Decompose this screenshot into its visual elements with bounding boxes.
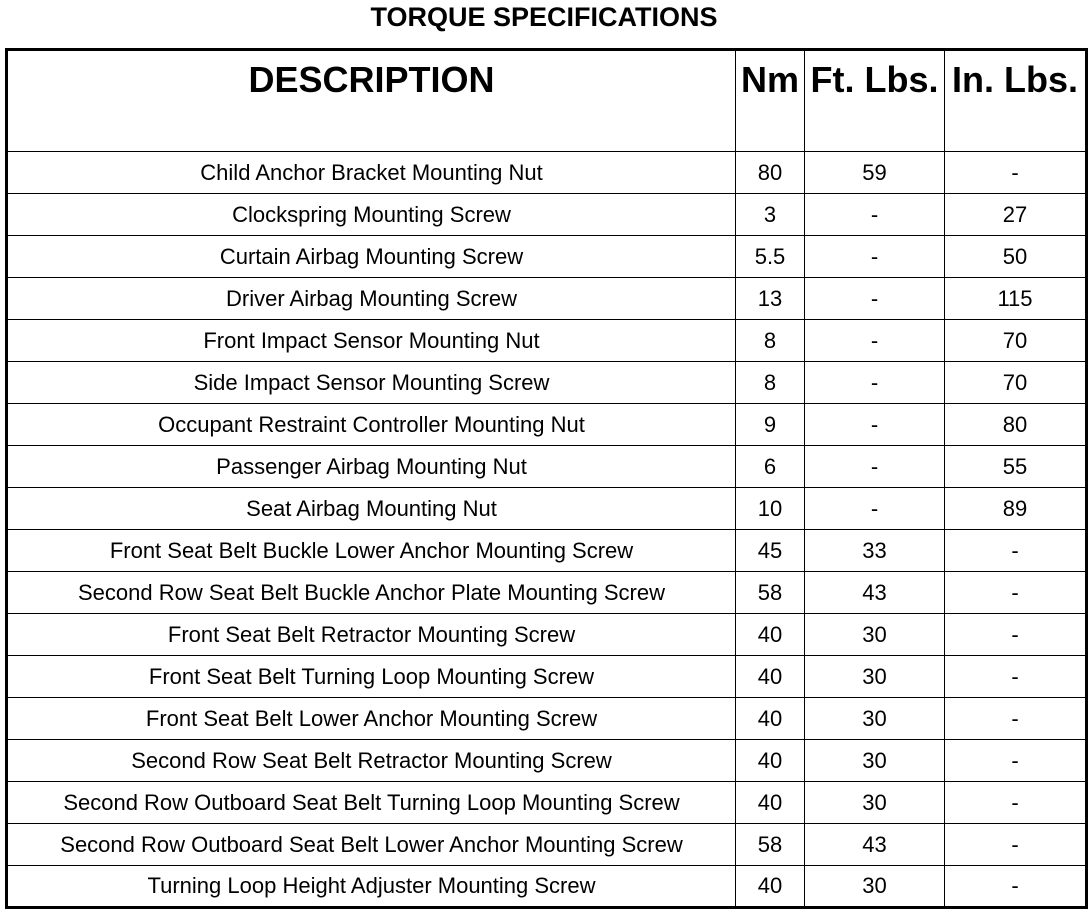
cell-description: Clockspring Mounting Screw bbox=[7, 194, 736, 236]
cell-ft-lbs: - bbox=[805, 278, 945, 320]
header-nm: Nm bbox=[736, 50, 805, 152]
cell-nm: 8 bbox=[736, 362, 805, 404]
cell-in-lbs: 89 bbox=[945, 488, 1087, 530]
cell-ft-lbs: - bbox=[805, 488, 945, 530]
cell-in-lbs: - bbox=[945, 572, 1087, 614]
cell-nm: 5.5 bbox=[736, 236, 805, 278]
cell-in-lbs: 80 bbox=[945, 404, 1087, 446]
cell-nm: 9 bbox=[736, 404, 805, 446]
cell-ft-lbs: 43 bbox=[805, 572, 945, 614]
cell-in-lbs: - bbox=[945, 530, 1087, 572]
cell-ft-lbs: - bbox=[805, 194, 945, 236]
cell-nm: 40 bbox=[736, 740, 805, 782]
cell-nm: 40 bbox=[736, 614, 805, 656]
cell-nm: 40 bbox=[736, 782, 805, 824]
table-body bbox=[7, 152, 1087, 908]
cell-nm: 3 bbox=[736, 194, 805, 236]
cell-in-lbs: 55 bbox=[945, 446, 1087, 488]
cell-in-lbs: - bbox=[945, 698, 1087, 740]
cell-in-lbs: - bbox=[945, 152, 1087, 194]
cell-ft-lbs: 30 bbox=[805, 614, 945, 656]
cell-ft-lbs: 30 bbox=[805, 656, 945, 698]
cell-nm: 45 bbox=[736, 530, 805, 572]
table-row bbox=[7, 698, 1087, 740]
table-row bbox=[7, 404, 1087, 446]
table-row bbox=[7, 740, 1087, 782]
cell-description: Second Row Outboard Seat Belt Lower Anchor Mounting Screw bbox=[7, 824, 736, 866]
cell-description: Occupant Restraint Controller Mounting Nut bbox=[7, 404, 736, 446]
cell-description: Second Row Seat Belt Retractor Mounting Screw bbox=[7, 740, 736, 782]
cell-description: Seat Airbag Mounting Nut bbox=[7, 488, 736, 530]
table-row bbox=[7, 866, 1087, 908]
cell-nm: 6 bbox=[736, 446, 805, 488]
cell-ft-lbs: - bbox=[805, 236, 945, 278]
torque-spec-table bbox=[5, 48, 1088, 909]
cell-description: Turning Loop Height Adjuster Mounting Screw bbox=[7, 866, 736, 908]
cell-in-lbs: - bbox=[945, 866, 1087, 908]
cell-ft-lbs: 33 bbox=[805, 530, 945, 572]
cell-nm: 40 bbox=[736, 698, 805, 740]
cell-in-lbs: - bbox=[945, 656, 1087, 698]
table-row bbox=[7, 362, 1087, 404]
table-row bbox=[7, 824, 1087, 866]
table-row bbox=[7, 236, 1087, 278]
cell-in-lbs: 27 bbox=[945, 194, 1087, 236]
cell-ft-lbs: 30 bbox=[805, 698, 945, 740]
cell-description: Second Row Seat Belt Buckle Anchor Plate Mounting Screw bbox=[7, 572, 736, 614]
cell-nm: 8 bbox=[736, 320, 805, 362]
cell-description: Front Seat Belt Retractor Mounting Screw bbox=[7, 614, 736, 656]
table-row bbox=[7, 656, 1087, 698]
table-row bbox=[7, 278, 1087, 320]
table-header-row bbox=[7, 50, 1087, 152]
cell-in-lbs: - bbox=[945, 740, 1087, 782]
cell-in-lbs: 70 bbox=[945, 320, 1087, 362]
cell-in-lbs: - bbox=[945, 824, 1087, 866]
table-row bbox=[7, 320, 1087, 362]
table-row bbox=[7, 488, 1087, 530]
cell-ft-lbs: 59 bbox=[805, 152, 945, 194]
cell-description: Driver Airbag Mounting Screw bbox=[7, 278, 736, 320]
cell-description: Curtain Airbag Mounting Screw bbox=[7, 236, 736, 278]
cell-nm: 40 bbox=[736, 656, 805, 698]
cell-description: Child Anchor Bracket Mounting Nut bbox=[7, 152, 736, 194]
header-ft-lbs: Ft. Lbs. bbox=[805, 50, 945, 152]
header-in-lbs: In. Lbs. bbox=[945, 50, 1087, 152]
cell-ft-lbs: 30 bbox=[805, 782, 945, 824]
cell-nm: 58 bbox=[736, 572, 805, 614]
cell-description: Front Seat Belt Lower Anchor Mounting Screw bbox=[7, 698, 736, 740]
cell-description: Passenger Airbag Mounting Nut bbox=[7, 446, 736, 488]
cell-nm: 10 bbox=[736, 488, 805, 530]
cell-description: Side Impact Sensor Mounting Screw bbox=[7, 362, 736, 404]
cell-ft-lbs: 43 bbox=[805, 824, 945, 866]
cell-in-lbs: - bbox=[945, 614, 1087, 656]
cell-nm: 40 bbox=[736, 866, 805, 908]
cell-nm: 80 bbox=[736, 152, 805, 194]
table-row bbox=[7, 530, 1087, 572]
cell-in-lbs: 115 bbox=[945, 278, 1087, 320]
cell-description: Front Seat Belt Turning Loop Mounting Screw bbox=[7, 656, 736, 698]
cell-ft-lbs: 30 bbox=[805, 740, 945, 782]
cell-ft-lbs: - bbox=[805, 320, 945, 362]
cell-ft-lbs: - bbox=[805, 404, 945, 446]
cell-ft-lbs: - bbox=[805, 446, 945, 488]
table-row bbox=[7, 782, 1087, 824]
cell-in-lbs: 50 bbox=[945, 236, 1087, 278]
cell-ft-lbs: - bbox=[805, 362, 945, 404]
cell-description: Front Impact Sensor Mounting Nut bbox=[7, 320, 736, 362]
cell-nm: 58 bbox=[736, 824, 805, 866]
cell-in-lbs: 70 bbox=[945, 362, 1087, 404]
header-description: DESCRIPTION bbox=[7, 50, 736, 152]
page-title: TORQUE SPECIFICATIONS bbox=[370, 2, 718, 32]
cell-description: Front Seat Belt Buckle Lower Anchor Mounting Screw bbox=[7, 530, 736, 572]
table-row bbox=[7, 446, 1087, 488]
table-row bbox=[7, 572, 1087, 614]
cell-ft-lbs: 30 bbox=[805, 866, 945, 908]
table-row bbox=[7, 152, 1087, 194]
table-row bbox=[7, 614, 1087, 656]
table-row bbox=[7, 194, 1087, 236]
cell-in-lbs: - bbox=[945, 782, 1087, 824]
cell-description: Second Row Outboard Seat Belt Turning Loop Mounting Screw bbox=[7, 782, 736, 824]
cell-nm: 13 bbox=[736, 278, 805, 320]
